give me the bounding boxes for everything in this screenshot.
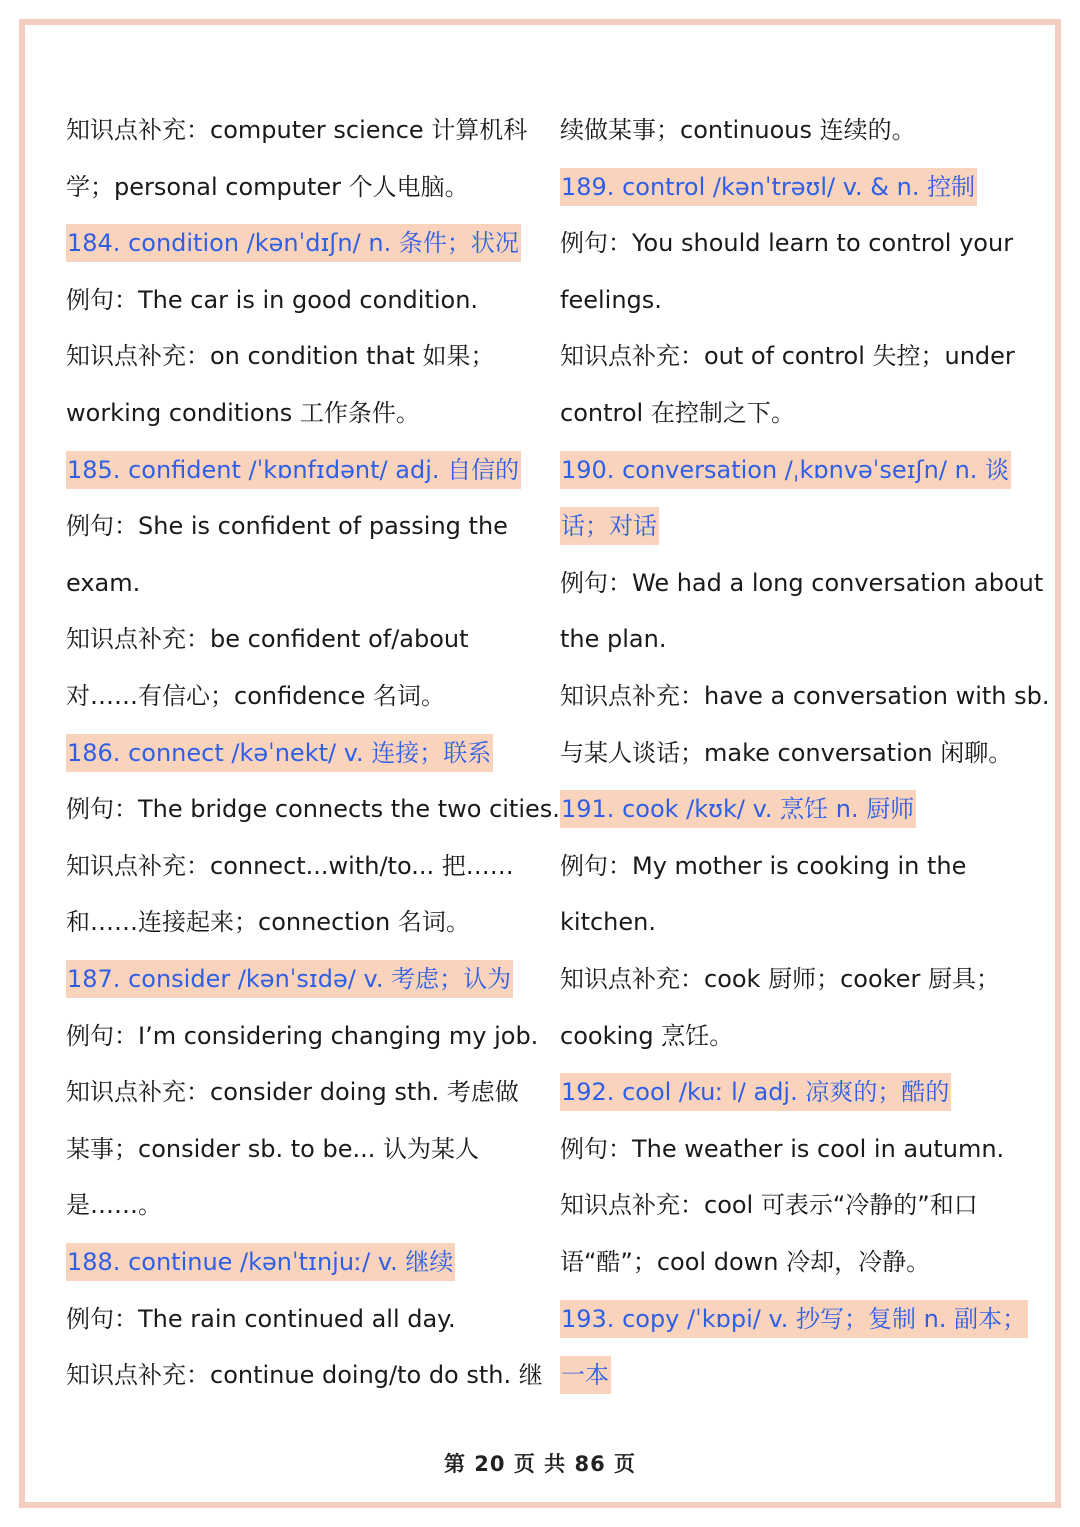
entry-line <box>560 1185 978 1225</box>
entry-line <box>560 110 916 150</box>
entry-line-text: 例句：The bridge connects the two cities. <box>66 795 560 824</box>
entry-line <box>66 789 560 829</box>
entry-line-text: 例句：We had a long conversation about <box>560 568 1044 597</box>
entry-heading-text: 190. conversation /ˌkɒnvəˈseɪʃn/ n. 谈 <box>560 451 1011 489</box>
entry-heading-text: 186. connect /kəˈnekt/ v. 连接；联系 <box>66 734 493 772</box>
entry-line <box>560 733 1012 773</box>
entry-line-text: 知识点补充：connect...with/to... 把…… <box>66 851 514 880</box>
entry-line-text: 知识点补充：on condition that 如果； <box>66 342 495 371</box>
entry-heading <box>560 1299 1028 1339</box>
entry-heading <box>66 223 521 263</box>
entry-line-text: 例句：My mother is cooking in the <box>560 851 967 880</box>
entry-line-text: control 在控制之下。 <box>560 399 795 427</box>
entry-line <box>66 1185 162 1225</box>
entry-heading <box>560 1072 951 1112</box>
entry-line <box>66 1355 543 1395</box>
entry-line <box>560 846 966 886</box>
entry-line-text: 知识点补充：be confident of/about <box>66 625 469 654</box>
entry-heading <box>560 450 1011 490</box>
entry-line-text: 例句：You should learn to control your <box>560 229 1014 258</box>
entry-line-text: 知识点补充：cook 厨师；cooker 厨具； <box>560 965 1000 993</box>
entry-line-text: 知识点补充：computer science 计算机科 <box>66 116 528 144</box>
entry-line-text: 某事；consider sb. to be... 认为某人 <box>66 1134 479 1163</box>
entry-line-text: 例句：The car is in good condition. <box>66 285 479 314</box>
entry-line-text: 例句：I’m considering changing my job. <box>66 1021 539 1050</box>
entry-line-text: 知识点补充：out of control 失控；under <box>560 342 1015 371</box>
entry-heading <box>66 959 513 999</box>
entry-heading-text: 一本 <box>560 1356 611 1394</box>
entry-line <box>560 959 1000 999</box>
entry-line-text: 学；personal computer 个人电脑。 <box>66 172 469 201</box>
entry-line <box>560 1242 930 1282</box>
entry-heading <box>66 450 521 490</box>
entry-line <box>66 563 140 603</box>
entry-line-text: working conditions 工作条件。 <box>66 399 420 427</box>
entry-heading <box>66 733 493 773</box>
entry-line <box>560 676 1050 716</box>
entry-line-text: 对……有信心；confidence 名词。 <box>66 682 446 710</box>
entry-line-text: 例句：The rain continued all day. <box>66 1304 456 1333</box>
entry-line-text: 知识点补充：continue doing/to do sth. 继 <box>66 1361 543 1390</box>
entry-line <box>560 563 1043 603</box>
entry-line <box>560 1016 733 1056</box>
entry-line <box>66 336 494 376</box>
entry-heading-text: 188. continue /kənˈtɪnjuː/ v. 继续 <box>66 1243 455 1281</box>
entry-line-text: 知识点补充：have a conversation with sb. <box>560 682 1050 710</box>
entry-line-text: 例句：She is confident of passing the <box>66 512 508 541</box>
entry-line <box>66 280 478 320</box>
entry-line <box>66 506 508 546</box>
entry-heading <box>560 789 916 829</box>
entry-line-text: 知识点补充：cool 可表示“冷静的”和口 <box>560 1191 978 1220</box>
entry-heading <box>560 506 659 546</box>
entry-line <box>66 902 470 942</box>
entry-line <box>560 619 666 659</box>
entry-line <box>66 676 445 716</box>
entry-heading-text: 189. control /kənˈtrəʊl/ v. & n. 控制 <box>560 168 977 206</box>
entry-heading <box>560 167 977 207</box>
entry-line <box>560 336 1015 376</box>
entry-line <box>66 110 527 150</box>
entry-line <box>66 846 514 886</box>
entry-line <box>560 280 662 320</box>
entry-heading-text: 184. condition /kənˈdɪʃn/ n. 条件；状况 <box>66 224 521 262</box>
entry-line-text: the plan. <box>560 625 667 654</box>
entry-heading-text: 193. copy /ˈkɒpi/ v. 抄写；复制 n. 副本； <box>560 1300 1028 1338</box>
entry-line-text: 是……。 <box>66 1191 162 1220</box>
entry-line <box>560 902 656 942</box>
entry-line <box>66 619 469 659</box>
entry-heading-text: 185. confident /ˈkɒnfɪdənt/ adj. 自信的 <box>66 451 521 489</box>
entry-heading <box>66 1242 455 1282</box>
entry-line <box>66 1072 519 1112</box>
entry-line-text: 语“酷”；cool down 冷却，冷静。 <box>560 1248 931 1276</box>
entry-heading-text: 话；对话 <box>560 507 659 545</box>
entry-heading <box>560 1355 611 1395</box>
entry-line <box>66 1299 456 1339</box>
entry-heading-text: 192. cool /kuː l/ adj. 凉爽的；酷的 <box>560 1073 951 1111</box>
entry-line-text: cooking 烹饪。 <box>560 1021 734 1050</box>
entry-line-text: 知识点补充：consider doing sth. 考虑做 <box>66 1078 519 1107</box>
entry-line-text: 续做某事；continuous 连续的。 <box>560 116 916 144</box>
entry-line-text: exam. <box>66 568 141 597</box>
entry-line-text: 例句：The weather is cool in autumn. <box>560 1134 1005 1163</box>
entry-heading-text: 191. cook /kʊk/ v. 烹饪 n. 厨师 <box>560 790 916 828</box>
entry-line-text: 和……连接起来；connection 名词。 <box>66 908 470 937</box>
entry-line <box>560 393 795 433</box>
entry-line <box>66 167 469 207</box>
entry-heading-text: 187. consider /kənˈsɪdə/ v. 考虑；认为 <box>66 960 513 998</box>
entry-line-text: feelings. <box>560 285 662 314</box>
entry-line <box>66 1129 479 1169</box>
entry-line <box>66 1016 538 1056</box>
entry-line <box>66 393 420 433</box>
entry-line <box>560 1129 1004 1169</box>
entry-line-text: kitchen. <box>560 908 656 937</box>
entry-line-text: 与某人谈话；make conversation 闲聊。 <box>560 738 1013 767</box>
page-footer: 第 20 页 共 86 页 <box>443 1452 636 1476</box>
entry-line <box>560 223 1013 263</box>
